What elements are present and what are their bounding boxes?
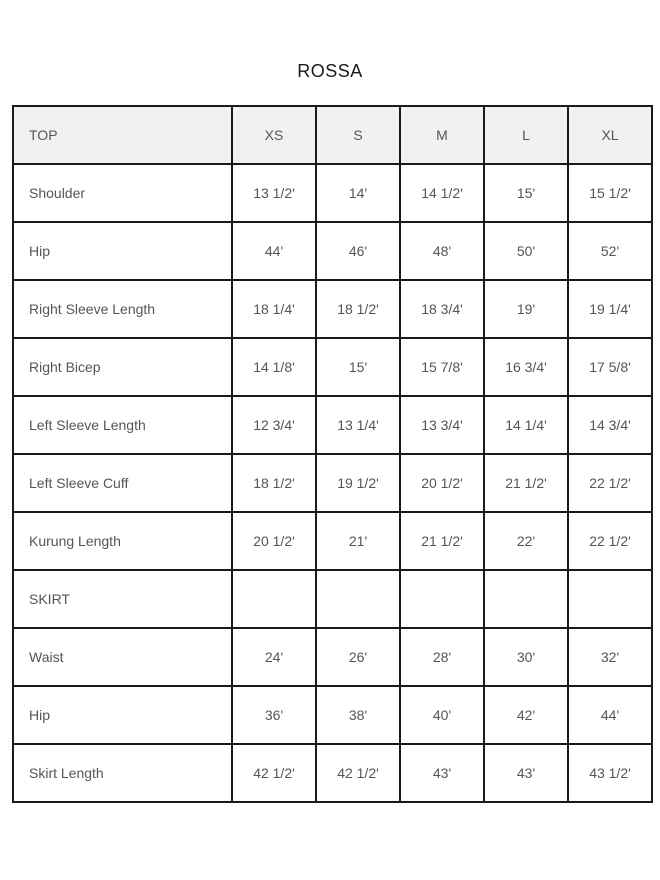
size-header-s: S [316,106,400,164]
table-cell: 18 1/4' [232,280,316,338]
table-cell: 13 1/4' [316,396,400,454]
empty-cell [568,570,652,628]
table-cell: 21 1/2' [484,454,568,512]
table-cell: 16 3/4' [484,338,568,396]
table-cell: 19 1/2' [316,454,400,512]
section-header-top: TOP [13,106,232,164]
table-cell: 42 1/2' [316,744,400,802]
table-cell: 12 3/4' [232,396,316,454]
row-label: Skirt Length [13,744,232,802]
table-row [13,454,652,512]
table-cell: 24' [232,628,316,686]
table-cell: 43 1/2' [568,744,652,802]
size-chart-table [12,105,653,803]
empty-cell [484,570,568,628]
row-label: Left Sleeve Length [13,396,232,454]
table-cell: 42' [484,686,568,744]
table-cell: 13 3/4' [400,396,484,454]
table-cell: 15' [484,164,568,222]
row-label: Left Sleeve Cuff [13,454,232,512]
table-cell: 14' [316,164,400,222]
table-row [13,164,652,222]
table-header-row [13,106,652,164]
size-header-m: M [400,106,484,164]
size-header-xl: XL [568,106,652,164]
size-header-l: L [484,106,568,164]
table-cell: 14 1/4' [484,396,568,454]
table-row [13,338,652,396]
table-row [13,222,652,280]
table-cell: 26' [316,628,400,686]
table-cell: 50' [484,222,568,280]
table-cell: 17 5/8' [568,338,652,396]
table-cell: 30' [484,628,568,686]
empty-cell [400,570,484,628]
table-cell: 20 1/2' [400,454,484,512]
table-cell: 28' [400,628,484,686]
table-row [13,628,652,686]
row-label: Hip [13,686,232,744]
row-label: Right Sleeve Length [13,280,232,338]
table-cell: 38' [316,686,400,744]
size-header-xs: XS [232,106,316,164]
empty-cell [316,570,400,628]
table-cell: 15 7/8' [400,338,484,396]
table-cell: 18 1/2' [316,280,400,338]
section-header-skirt: SKIRT [13,570,232,628]
table-cell: 15 1/2' [568,164,652,222]
table-cell: 22' [484,512,568,570]
table-cell: 40' [400,686,484,744]
table-cell: 22 1/2' [568,512,652,570]
empty-cell [232,570,316,628]
table-cell: 18 1/2' [232,454,316,512]
table-cell: 44' [232,222,316,280]
table-row [13,280,652,338]
page-title: ROSSA [297,61,363,81]
table-cell: 22 1/2' [568,454,652,512]
table-cell: 36' [232,686,316,744]
table-cell: 20 1/2' [232,512,316,570]
row-label: Shoulder [13,164,232,222]
table-cell: 14 1/8' [232,338,316,396]
table-cell: 44' [568,686,652,744]
table-cell: 43' [400,744,484,802]
table-cell: 52' [568,222,652,280]
table-cell: 13 1/2' [232,164,316,222]
table-row [13,744,652,802]
table-cell: 43' [484,744,568,802]
table-cell: 42 1/2' [232,744,316,802]
row-label: Waist [13,628,232,686]
table-cell: 46' [316,222,400,280]
table-cell: 48' [400,222,484,280]
table-cell: 14 3/4' [568,396,652,454]
table-cell: 18 3/4' [400,280,484,338]
table-row [13,686,652,744]
row-label: Kurung Length [13,512,232,570]
section-row-skirt [13,570,652,628]
table-row [13,512,652,570]
table-cell: 21 1/2' [400,512,484,570]
table-cell: 19' [484,280,568,338]
table-cell: 32' [568,628,652,686]
table-cell: 21' [316,512,400,570]
table-cell: 14 1/2' [400,164,484,222]
table-row [13,396,652,454]
table-cell: 19 1/4' [568,280,652,338]
row-label: Right Bicep [13,338,232,396]
row-label: Hip [13,222,232,280]
table-cell: 15' [316,338,400,396]
